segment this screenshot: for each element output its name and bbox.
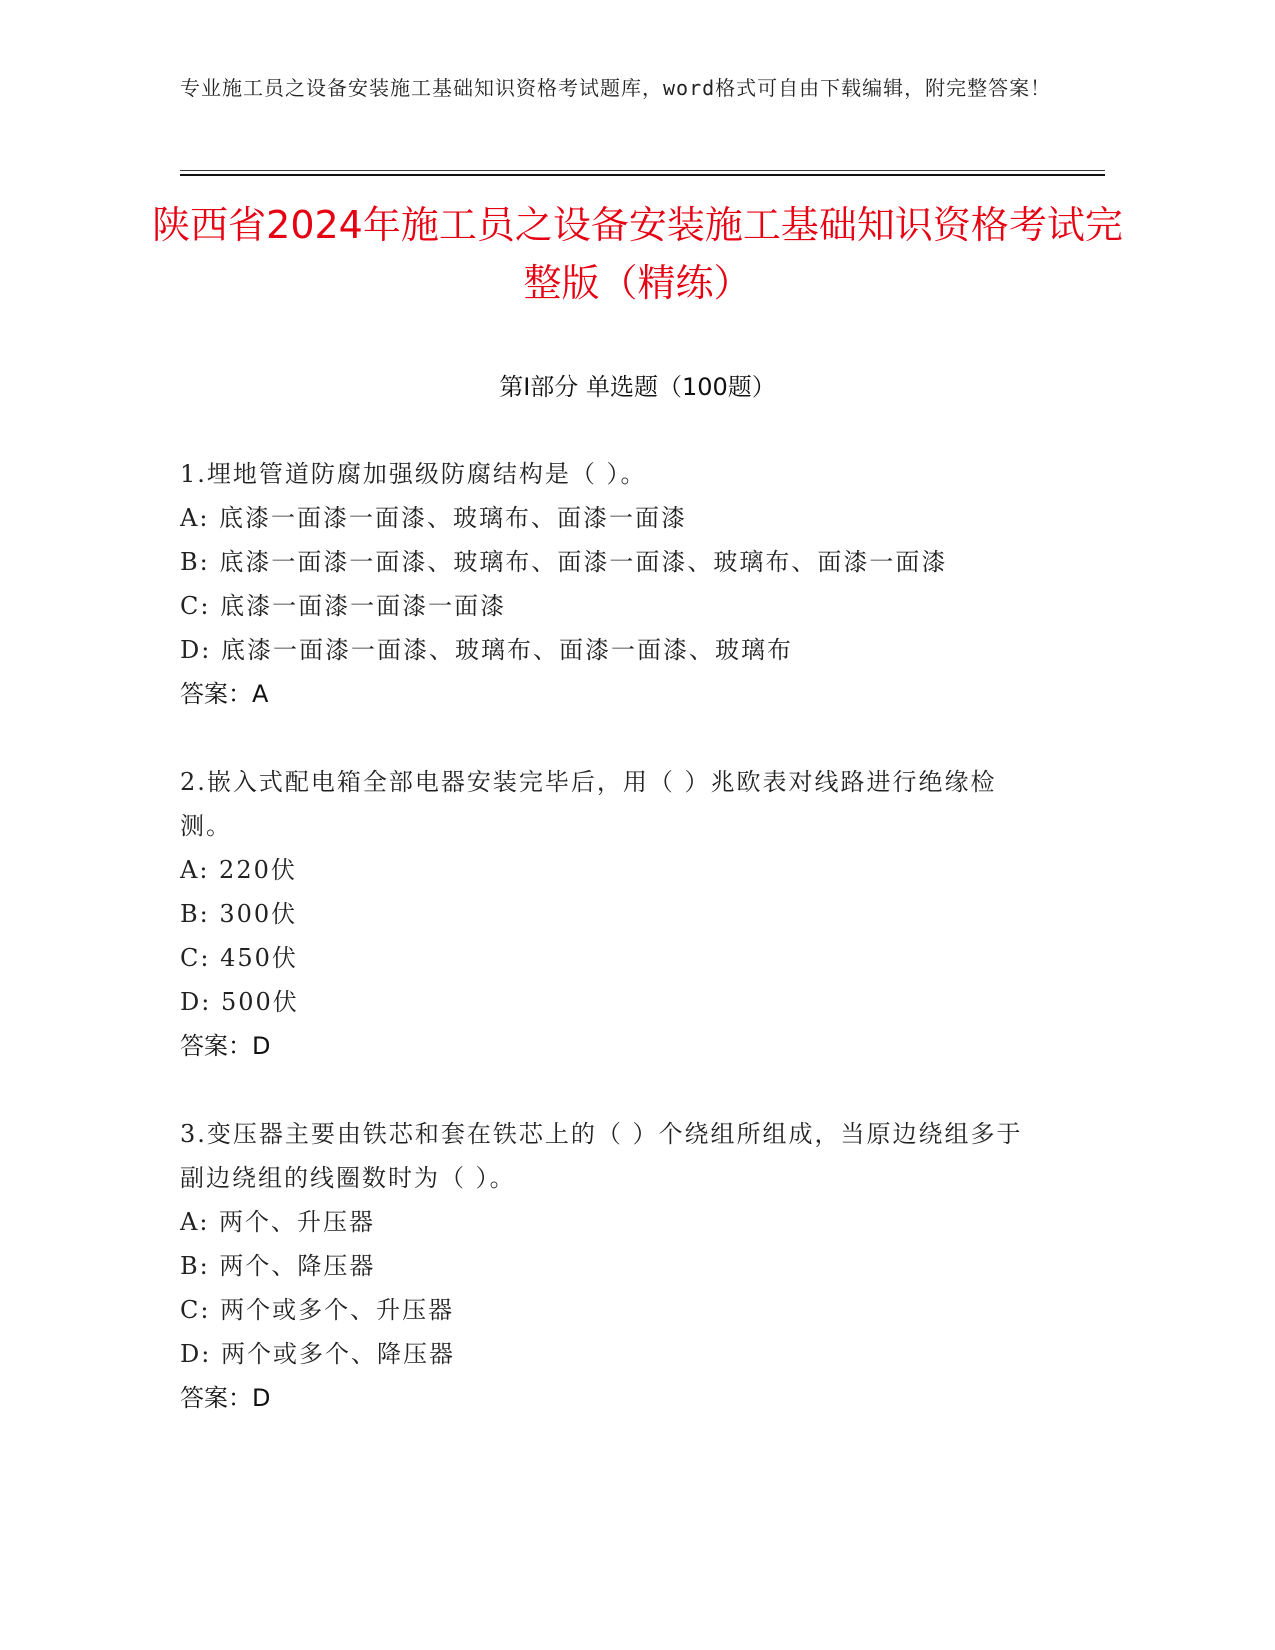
question-3: [180, 1112, 1030, 1420]
option-a: A: 两个、升压器: [180, 1208, 376, 1236]
option-d: D: 两个或多个、降压器: [180, 1340, 455, 1368]
option-b: B: 两个、降压器: [180, 1252, 376, 1280]
document-title: 陕西省2024年施工员之设备安装施工基础知识资格考试完整版（精练）: [152, 203, 1123, 305]
option-c: C: 两个或多个、升压器: [180, 1296, 455, 1324]
section-heading: 第Ⅰ部分 单选题（100题）: [499, 373, 776, 401]
option-c: C: 底漆一面漆一面漆一面漆: [180, 592, 507, 620]
question-stem: 1.埋地管道防腐加强级防腐结构是（ ）。: [180, 460, 647, 488]
answer-line: 答案：D: [180, 1032, 271, 1060]
option-a: A: 220伏: [180, 856, 297, 884]
option-a: A: 底漆一面漆一面漆、玻璃布、面漆一面漆: [180, 504, 688, 532]
header-note: 专业施工员之设备安装施工基础知识资格考试题库，word格式可自由下载编辑，附完整答案！: [180, 76, 1052, 100]
option-d: D: 底漆一面漆一面漆、玻璃布、面漆一面漆、玻璃布: [180, 636, 793, 664]
header-divider-thick: [180, 174, 1105, 176]
option-c: C: 450伏: [180, 944, 298, 972]
question-1: [180, 452, 1030, 716]
option-d: D: 500伏: [180, 988, 299, 1016]
question-stem: 3.变压器主要由铁芯和套在铁芯上的（ ）个绕组所组成，当原边绕组多于副边绕组的线圈数时为（ ）。: [180, 1120, 1023, 1192]
option-b: B: 300伏: [180, 900, 298, 928]
option-b: B: 底漆一面漆一面漆、玻璃布、面漆一面漆、玻璃布、面漆一面漆: [180, 548, 948, 576]
answer-line: 答案：A: [180, 680, 269, 708]
question-stem: 2.嵌入式配电箱全部电器安装完毕后，用（ ）兆欧表对线路进行绝缘检测。: [180, 768, 997, 840]
answer-line: 答案：D: [180, 1384, 271, 1412]
question-2: [180, 760, 1030, 1068]
question-list: [180, 452, 1030, 1464]
header-divider-thin: [180, 170, 1105, 171]
